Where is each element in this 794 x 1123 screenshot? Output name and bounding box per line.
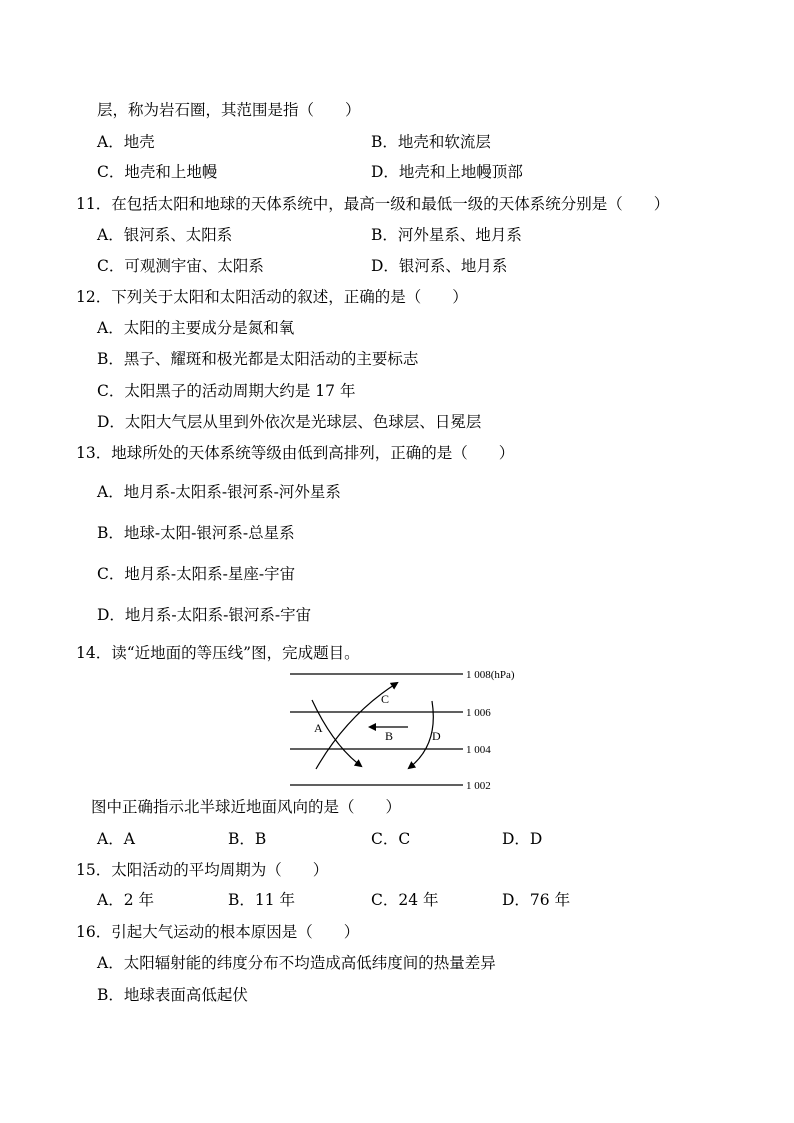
q12-option-d: D．太阳大气层从里到外依次是光球层、色球层、日冕层 — [97, 413, 482, 431]
q11-option-a: A．银河系、太阳系 — [97, 226, 233, 244]
arrow-label-a: A — [314, 721, 323, 735]
q14-option-b: B．B — [228, 830, 267, 848]
q14-option-d: D．D — [502, 830, 543, 848]
q14-option-a: A．A — [97, 830, 135, 848]
q11-option-b: B．河外星系、地月系 — [371, 226, 522, 244]
q10-option-d: D．地壳和上地幔顶部 — [371, 163, 523, 181]
q12-option-a: A．太阳的主要成分是氮和氧 — [97, 319, 295, 337]
q16-stem: 16．引起大气运动的根本原因是（ ） — [76, 923, 360, 941]
q15-option-b: B．11 年 — [228, 891, 296, 909]
q14-question: 图中正确指示北半球近地面风向的是（ ） — [91, 798, 402, 816]
wind-arrow-d — [409, 701, 433, 768]
q13-option-a: A．地月系-太阳系-银河系-河外星系 — [97, 483, 341, 501]
q10-option-c: C．地壳和上地幔 — [97, 163, 218, 181]
isobar-label-1006: 1 006 — [466, 707, 491, 719]
q11-option-d: D．银河系、地月系 — [371, 257, 508, 275]
q16-option-a: A．太阳辐射能的纬度分布不均造成高低纬度间的热量差异 — [97, 954, 496, 972]
q11-stem: 11．在包括太阳和地球的天体系统中，最高一级和最低一级的天体系统分别是（ ） — [76, 195, 670, 213]
q15-stem: 15．太阳活动的平均周期为（ ） — [76, 861, 329, 879]
q12-option-c: C．太阳黑子的活动周期大约是 17 年 — [97, 382, 356, 400]
q10-stem: 层，称为岩石圈，其范围是指（ ） — [97, 101, 361, 119]
q12-option-b: B．黑子、耀斑和极光都是太阳活动的主要标志 — [97, 350, 419, 368]
arrow-label-d: D — [432, 729, 441, 743]
isobar-label-1002: 1 002 — [466, 780, 491, 792]
q15-option-d: D．76 年 — [502, 891, 571, 909]
q14-stem: 14．读“近地面的等压线”图，完成题目。 — [76, 644, 360, 662]
q15-option-a: A．2 年 — [97, 891, 154, 909]
q10-option-a: A．地壳 — [97, 133, 155, 151]
q11-option-c: C．可观测宇宙、太阳系 — [97, 257, 264, 275]
q10-option-b: B．地壳和软流层 — [371, 133, 491, 151]
arrow-label-c: C — [381, 692, 390, 706]
isobar-figure — [285, 663, 545, 793]
q13-option-d: D．地月系-太阳系-银河系-宇宙 — [97, 606, 312, 624]
isobar-label-1004: 1 004 — [466, 744, 491, 756]
q15-option-c: C．24 年 — [371, 891, 439, 909]
isobar-label-1008: 1 008(hPa) — [466, 669, 515, 681]
q14-option-c: C．C — [371, 830, 411, 848]
q12-stem: 12．下列关于太阳和太阳活动的叙述，正确的是（ ） — [76, 288, 468, 306]
q13-stem: 13．地球所处的天体系统等级由低到高排列，正确的是（ ） — [76, 444, 515, 462]
arrow-label-b: B — [385, 729, 394, 743]
q13-option-b: B．地球-太阳-银河系-总星系 — [97, 524, 295, 542]
q13-option-c: C．地月系-太阳系-星座-宇宙 — [97, 565, 296, 583]
q16-option-b: B．地球表面高低起伏 — [97, 986, 248, 1004]
